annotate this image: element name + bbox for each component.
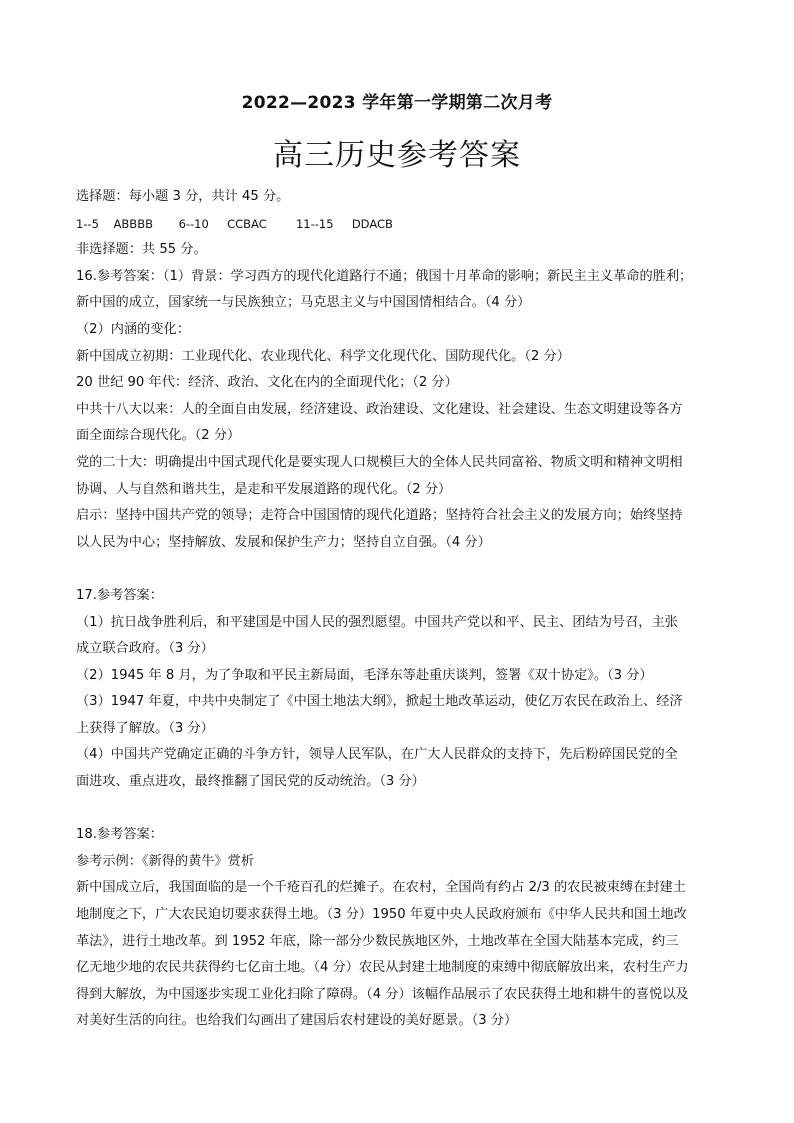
q18-line: 地制度之下，广大农民迫切要求获得土地。（3 分）1950 年夏中央人民政府颁布《中华人民共和国土地改: [76, 907, 687, 923]
q16-line: 启示：坚持中国共产党的领导；走符合中国国情的现代化道路；坚持符合社会主义的发展方向；始终坚持: [76, 508, 683, 524]
q17-line: （3）1947 年夏，中共中央制定了《中国土地法大纲》，掀起土地改革运动，使亿万农民在政治上、经济: [76, 694, 683, 710]
q17-line: 上获得了解放。（3 分）: [76, 720, 214, 736]
q17-heading: 17.参考答案：: [76, 587, 163, 603]
q18-answer: [76, 822, 722, 1035]
q18-line: 亿无地少地的农民共获得约七亿亩土地。（4 分）农民从封建土地制度的束缚中彻底解放出来，农村生产力: [76, 960, 689, 976]
q17-line: （4）中国共产党确定正确的斗争方针，领导人民军队，在广大人民群众的支持下，先后粉碎国民党的全: [76, 747, 678, 763]
q16-line: 协调、人与自然和谐共生，是走和平发展道路的现代化。（2 分）: [76, 481, 452, 497]
q16-answer: [76, 264, 722, 557]
q16-line: 以人民为中心；坚持解放、发展和保护生产力；坚持自立自强。（4 分）: [76, 534, 491, 550]
q16-line: 中共十八大以来：人的全面自由发展，经济建设、政治建设、文化建设、社会建设、生态文明建设等各方: [76, 401, 683, 417]
q16-line: 面全面综合现代化。（2 分）: [76, 428, 241, 444]
q16-line: （2）内涵的变化：: [76, 321, 190, 337]
section-gap: [76, 556, 722, 583]
q18-line: 新中国成立后，我国面临的是一个千疮百孔的烂摊子。在农村，全国尚有约占 2/3 的农民被束缚在封建土: [76, 880, 686, 896]
choice-answers: 1--5 ABBBB 6--10 CCBAC 11--15 DDACB: [76, 216, 393, 231]
q18-line: 对美好生活的向往。也给我们勾画出了建国后农村建设的美好愿景。（3 分）: [76, 1013, 518, 1029]
q16-line: 16.参考答案：（1）背景：学习西方的现代化道路行不通；俄国十月革命的影响；新民主主义革命的胜利；: [76, 268, 693, 284]
q17-line: 成立联合政府。（3 分）: [76, 641, 214, 657]
q17-line: 面进攻、重点进攻，最终推翻了国民党的反动统治。（3 分）: [76, 774, 425, 790]
q16-line: 新中国成立初期：工业现代化、农业现代化、科学文化现代化、国防现代化。（2 分）: [76, 348, 570, 364]
choice-heading: 选择题：每小题 3 分，共计 45 分。: [76, 189, 290, 204]
answer-content: [76, 184, 722, 1035]
q18-heading: 18.参考答案：: [76, 827, 163, 843]
exam-subtitle: 2022—2023 学年第一学期第二次月考: [241, 93, 553, 113]
q16-line: 20 世纪 90 年代：经济、政治、文化在内的全面现代化；（2 分）: [76, 375, 458, 391]
q18-example-title: 参考示例：《新得的黄牛》赏析: [76, 853, 255, 869]
page-title: 高三历史参考答案: [273, 138, 521, 173]
q18-line: 革法》，进行土地改革。到 1952 年底，除一部分少数民族地区外，土地改革在全国大陆基本完成，约三: [76, 933, 679, 949]
nonchoice-heading: 非选择题：共 55 分。: [76, 242, 207, 258]
q16-line: 新中国的成立，国家统一与民族独立；马克思主义与中国国情相结合。（4 分）: [76, 295, 531, 311]
section-gap: [76, 796, 722, 823]
q17-answer: [76, 583, 722, 796]
q18-line: 得到大解放，为中国逐步实现工业化扫除了障碍。（4 分）该幅作品展示了农民获得土地和耕牛的喜悦以及: [76, 986, 689, 1002]
q17-line: （2）1945 年 8 月，为了争取和平民主新局面，毛泽东等赴重庆谈判，签署《双十协定》。（3 分）: [76, 667, 653, 683]
q16-line: 党的二十大：明确提出中国式现代化是要实现人口规模巨大的全体人民共同富裕、物质文明和精神文明相: [76, 454, 683, 470]
q17-line: （1）抗日战争胜利后，和平建国是中国人民的强烈愿望。中国共产党以和平、民主、团结为号召，主张: [76, 614, 678, 630]
